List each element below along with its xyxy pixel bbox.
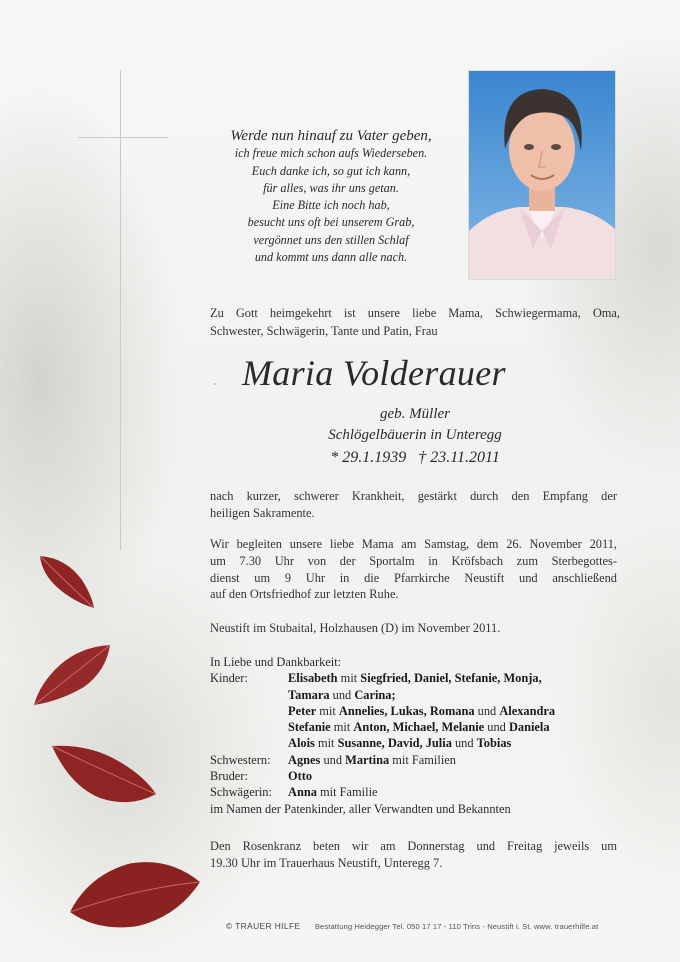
family-name: Alois (288, 736, 315, 751)
family-name: Martina (345, 752, 390, 767)
bruder-label: Bruder: (210, 769, 248, 784)
cross-vertical-line (120, 70, 121, 550)
kinder-line (288, 703, 555, 719)
poem (190, 128, 472, 266)
footer-brand: © TRAUER HILFE (226, 921, 301, 931)
maiden-name: geb. Müller (380, 406, 450, 422)
intro-text (210, 305, 620, 340)
connector-text: mit (316, 703, 339, 718)
poem-line: Werde nun hinauf zu Vater geben, (230, 128, 432, 144)
family-heading: In Liebe und Dankbarkeit: (210, 655, 342, 669)
poem-line: Euch danke ich, so gut ich kann, (251, 163, 411, 178)
family-name: Stefanie (288, 720, 331, 735)
life-dates: * 29.1.1939 † 23.11.2011 (330, 449, 500, 466)
connector-text: und (474, 703, 500, 718)
family-name: Tobias (476, 736, 512, 751)
connector-text: und (320, 752, 346, 767)
connector-text: mit Familie (316, 785, 378, 800)
family-name: Peter (288, 703, 317, 718)
connector-text: und (451, 736, 477, 751)
place-date-text: Neustift im Stubaital, Holzhausen (D) im November 2011. (210, 621, 501, 635)
family-name: Annelies, Lukas, Romana (338, 703, 475, 718)
autumn-leaf-icon (68, 856, 202, 932)
family-name: Tamara (288, 687, 330, 702)
connector-text: und (484, 720, 509, 735)
poem-line: Eine Bitte ich noch hab, (272, 198, 390, 213)
family-name: Elisabeth (288, 671, 338, 686)
family-name: Carina; (354, 687, 396, 702)
family-name: Susanne, David, Julia (337, 736, 452, 751)
schwestern-line (288, 752, 456, 768)
kinder-line (288, 719, 550, 735)
decorative-dot (214, 383, 216, 385)
kinder-line (288, 687, 396, 703)
family-name: Siegfried, Daniel, Stefanie, Monja, (360, 671, 542, 686)
schwestern-label: Schwestern: (210, 752, 271, 767)
portrait-photo (468, 70, 616, 280)
family-name: Anton, Michael, Melanie (353, 720, 485, 735)
rosary-text-line: 19.30 Uhr im Trauerhaus Neustift, Unteregg 7. (210, 855, 443, 870)
rosary-text (210, 838, 617, 872)
cross-horizontal-line (78, 137, 168, 138)
kinder-line (288, 735, 511, 751)
death-text (210, 488, 617, 522)
poem-line: und kommt uns dann alle nach. (254, 250, 408, 265)
place-date (210, 620, 617, 637)
footer-details: Bestattung Heidegger Tel. 050 17 17 - 110 Trins - Neustift i. St. www. trauerhilfe.at (314, 922, 599, 931)
connector-text: mit (314, 736, 338, 751)
funeral-text (210, 536, 617, 603)
family-closing: im Namen der Patenkinder, aller Verwandten und Bekannten (210, 801, 511, 816)
poem-line: ich freue mich schon aufs Wiederseben. (234, 146, 428, 161)
deceased-name: Maria Volderauer (242, 353, 506, 393)
funeral-text-line: dienst um 9 Uhr in die Pfarrkirche Neustift und anschließend (210, 570, 617, 585)
family-name: Daniela (508, 720, 550, 735)
family-name: Anna (288, 785, 317, 800)
schwaegerin-line (288, 784, 378, 800)
funeral-text-line: Wir begleiten unsere liebe Mama am Samstag, dem 26. November 2011, (210, 537, 617, 551)
schwaegerin-label: Schwägerin: (210, 785, 272, 800)
death-text-line: heiligen Sakramente. (210, 505, 315, 520)
autumn-leaf-icon (50, 742, 158, 812)
connector-text: mit (330, 720, 354, 735)
intro-line: Zu Gott heimgekehrt ist unsere liebe Mama, Schwiegermama, Oma, (210, 306, 620, 320)
footer (226, 921, 598, 931)
funeral-text-line: auf den Ortsfriedhof zur letzten Ruhe. (210, 587, 399, 602)
connector-text: mit (337, 671, 361, 686)
family-name: Otto (288, 769, 313, 784)
kinder-label: Kinder: (210, 671, 248, 686)
autumn-leaf-icon (36, 552, 98, 610)
farm-title: Schlögelbäuerin in Unteregg (328, 427, 502, 443)
poem-line: besucht uns oft bei unserem Grab, (247, 215, 415, 230)
rosary-text-line: Den Rosenkranz beten wir am Donnerstag und Freitag jeweils um (210, 839, 617, 853)
poem-line: für alles, was ihr uns getan. (263, 180, 399, 195)
kinder-line (288, 670, 542, 686)
funeral-text-line: um 7.30 Uhr von der Sportalm in Kröfsbach zum Sterbegottes- (210, 553, 617, 568)
connector-text: und (329, 687, 355, 702)
bruder-line (288, 768, 312, 784)
death-text-line: nach kurzer, schwerer Krankheit, gestärkt durch den Empfang der (210, 489, 617, 503)
poem-line: vergönnet uns den stillen Schlaf (253, 232, 409, 247)
autumn-leaf-icon (30, 643, 114, 707)
intro-line: Schwester, Schwägerin, Tante und Patin, Frau (210, 323, 438, 338)
family-name: Agnes (288, 752, 321, 767)
family-name: Alexandra (499, 703, 556, 718)
connector-text: mit Familien (389, 752, 456, 767)
